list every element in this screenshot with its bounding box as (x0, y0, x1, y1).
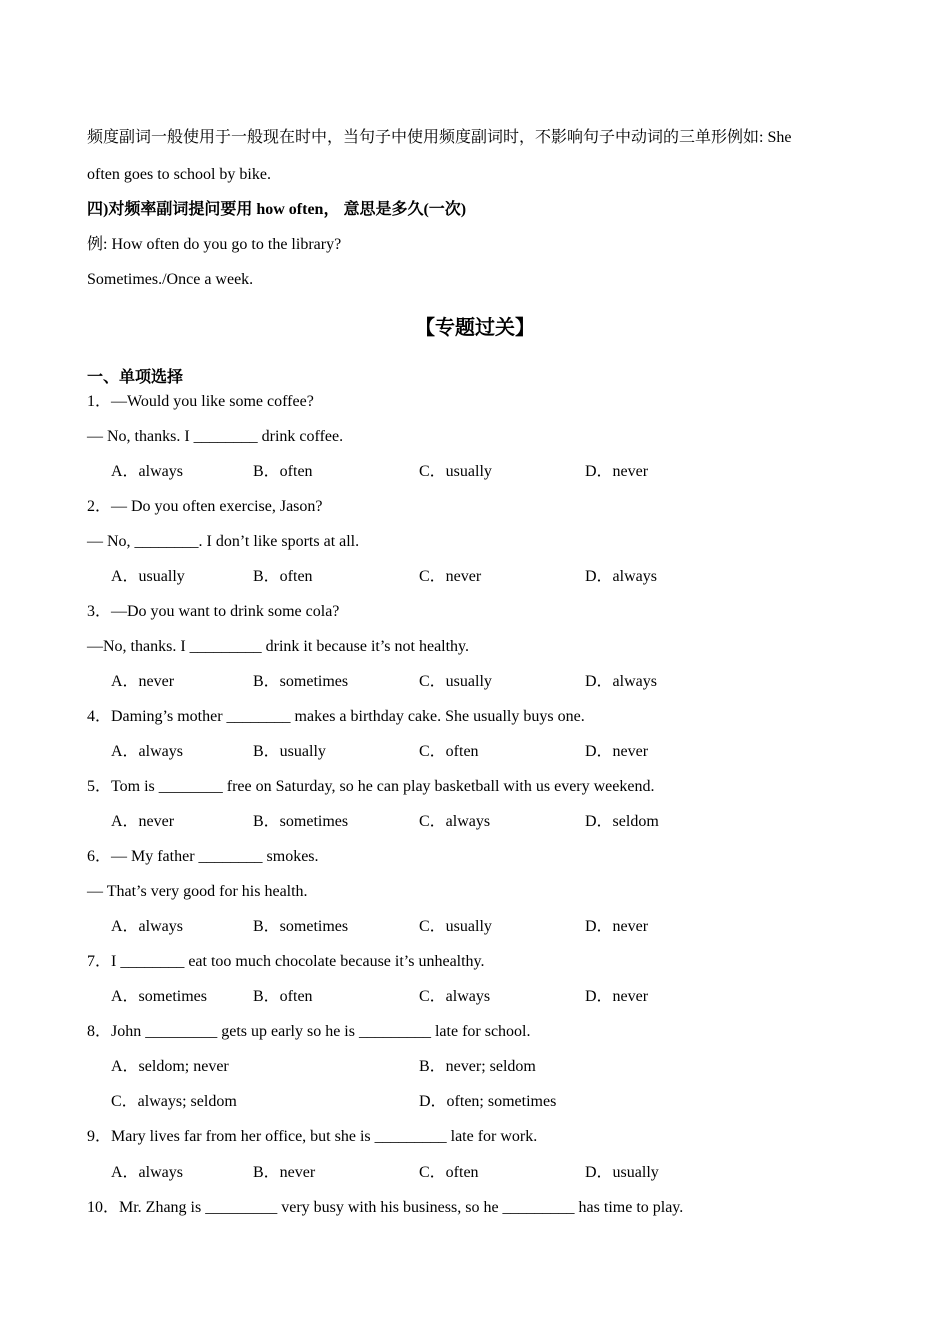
option-b[interactable]: B．sometimes (253, 813, 349, 830)
option-d[interactable]: D．always (585, 568, 657, 585)
option-d[interactable]: D．never (585, 988, 649, 1005)
option-d[interactable]: D．never (585, 918, 649, 935)
question-7-stem: 7．I ________ eat too much chocolate because it’s unhealthy. (87, 953, 485, 970)
page-title: 【专题过关】 (415, 317, 535, 339)
option-b[interactable]: B．sometimes (253, 673, 349, 690)
example-answer: Sometimes./Once a week. (87, 271, 254, 288)
option-a[interactable]: A．always (111, 918, 183, 935)
intro-line-1: 频度副词一般使用于一般现在时中，当句子中使用频度副词时，不影响句子中动词的三单形例如: She (87, 129, 792, 146)
question-10-stem: 10．Mr. Zhang is _________ very busy with his business, so he _________ has time to play. (87, 1199, 684, 1216)
intro-line-2: often goes to school by bike. (87, 166, 271, 183)
option-d[interactable]: D．seldom (585, 813, 659, 830)
option-a[interactable]: A．usually (111, 568, 185, 585)
option-c[interactable]: C．always (419, 813, 491, 830)
option-a[interactable]: A．never (111, 813, 175, 830)
option-a[interactable]: A．sometimes (111, 988, 207, 1005)
option-d[interactable]: D．usually (585, 1164, 659, 1181)
option-c[interactable]: C．always (419, 988, 491, 1005)
option-b[interactable]: B．never; seldom (419, 1058, 536, 1075)
option-c[interactable]: C．usually (419, 673, 492, 690)
option-b[interactable]: B．never (253, 1164, 316, 1181)
question-6-stem: 6．— My father ________ smokes. (87, 848, 319, 865)
question-2-line-2: — No, ________. I don’t like sports at all. (87, 533, 360, 550)
option-d[interactable]: D．always (585, 673, 657, 690)
option-a[interactable]: A．seldom; never (111, 1058, 229, 1075)
example-question: 例: How often do you go to the library? (87, 236, 342, 253)
question-5-stem: 5．Tom is ________ free on Saturday, so he can play basketball with us every weekend. (87, 778, 655, 795)
option-a[interactable]: A．always (111, 743, 183, 760)
option-b[interactable]: B．often (253, 988, 313, 1005)
question-2-stem: 2．— Do you often exercise, Jason? (87, 498, 323, 515)
question-6-line-2: — That’s very good for his health. (87, 883, 308, 900)
question-3-stem: 3．—Do you want to drink some cola? (87, 603, 340, 620)
option-d[interactable]: D．often; sometimes (419, 1093, 557, 1110)
part-title: 一、单项选择 (87, 369, 184, 386)
option-c[interactable]: C．usually (419, 918, 492, 935)
option-b[interactable]: B．usually (253, 743, 326, 760)
option-c[interactable]: C．always; seldom (111, 1093, 237, 1110)
question-3-line-2: —No, thanks. I _________ drink it because it’s not healthy. (87, 638, 470, 655)
option-c[interactable]: C．never (419, 568, 482, 585)
question-9-stem: 9．Mary lives far from her office, but she is _________ late for work. (87, 1128, 538, 1145)
option-a[interactable]: A．always (111, 1164, 183, 1181)
option-d[interactable]: D．never (585, 743, 649, 760)
option-a[interactable]: A．never (111, 673, 175, 690)
option-c[interactable]: C．often (419, 743, 479, 760)
option-c[interactable]: C．usually (419, 463, 492, 480)
question-4-stem: 4．Daming’s mother ________ makes a birthday cake. She usually buys one. (87, 708, 585, 725)
question-1-line-2: — No, thanks. I ________ drink coffee. (87, 428, 344, 445)
option-b[interactable]: B．sometimes (253, 918, 349, 935)
option-b[interactable]: B．often (253, 568, 313, 585)
option-d[interactable]: D．never (585, 463, 649, 480)
option-c[interactable]: C．often (419, 1164, 479, 1181)
option-b[interactable]: B．often (253, 463, 313, 480)
question-8-stem: 8．John _________ gets up early so he is _________ late for school. (87, 1023, 531, 1040)
section-heading-4: 四)对频率副词提问要用 how often， 意思是多久(一次) (87, 201, 467, 218)
question-1-stem: 1．—Would you like some coffee? (87, 393, 314, 410)
option-a[interactable]: A．always (111, 463, 183, 480)
